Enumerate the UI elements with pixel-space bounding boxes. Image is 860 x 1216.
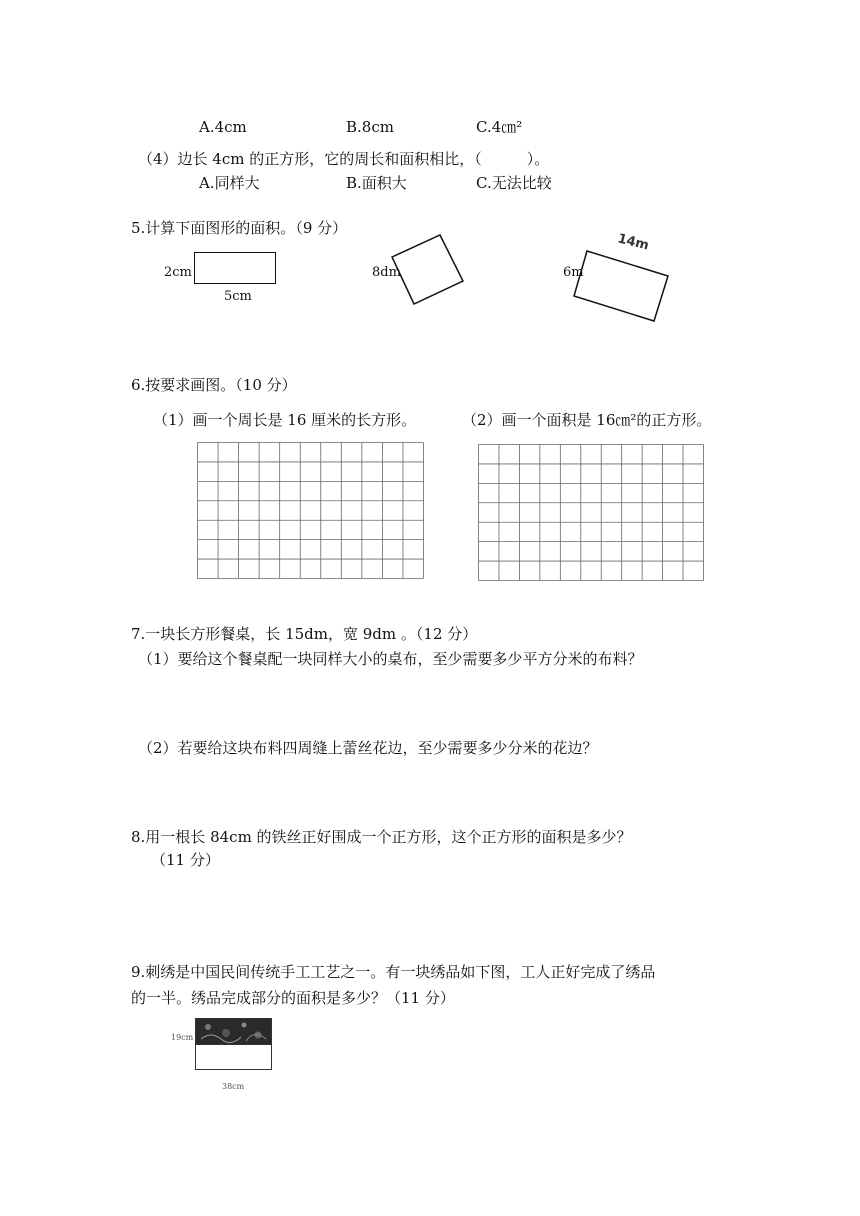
question-6-part2: （2）画一个面积是 16㎝²的正方形。 [462,411,712,429]
fig3-length-label: 14m [616,231,651,254]
question-9-line2: 的一半。绣品完成部分的面积是多少？（11 分） [131,989,455,1007]
embroidery-width-label: 38cm [222,1082,245,1091]
question-5-title: 5.计算下面图形的面积。（9 分） [131,219,348,237]
option-b: B.8cm [346,118,394,136]
fig1-height-label: 2cm [164,265,192,280]
option-a: A.同样大 [199,174,260,192]
question-8-line1: 8.用一根长 84cm 的铁丝正好围成一个正方形，这个正方形的面积是多少？ [131,828,632,846]
question-7-title: 7.一块长方形餐桌，长 15dm，宽 9dm 。（12 分） [131,625,478,643]
question-6-part1: （1）画一个周长是 16 厘米的长方形。 [153,411,417,429]
embroidery-height-label: 19cm [171,1033,194,1042]
question-7-part1: （1）要给这个餐桌配一块同样大小的桌布，至少需要多少平方分米的布料？ [138,650,643,668]
fig2-side-label: 8dm [372,265,401,280]
drawing-grid-1[interactable] [197,442,424,579]
question-6-title: 6.按要求画图。（10 分） [131,376,297,394]
question-4-4: （4）边长 4cm 的正方形，它的周长和面积相比，（ ）。 [138,150,550,168]
option-c: C.无法比较 [476,174,552,192]
option-b: B.面积大 [346,174,407,192]
embroidery-completed-part [196,1019,271,1044]
option-c: C.4㎝² [476,118,523,136]
embroidery-figure [195,1018,272,1070]
fig1-width-label: 5cm [224,289,252,304]
drawing-grid-2[interactable] [478,444,704,581]
fig3-side-label: 6m [563,265,584,280]
embroidery-divider [196,1044,271,1045]
embroidery-pattern [196,1019,272,1045]
question-7-part2: （2）若要给这块布料四周缝上蕾丝花边，至少需要多少分米的花边？ [138,739,598,757]
question-8-line2: （11 分） [151,851,220,869]
option-a: A.4cm [199,118,247,136]
question-9-line1: 9.刺绣是中国民间传统手工工艺之一。有一块绣品如下图，工人正好完成了绣品 [131,963,656,981]
